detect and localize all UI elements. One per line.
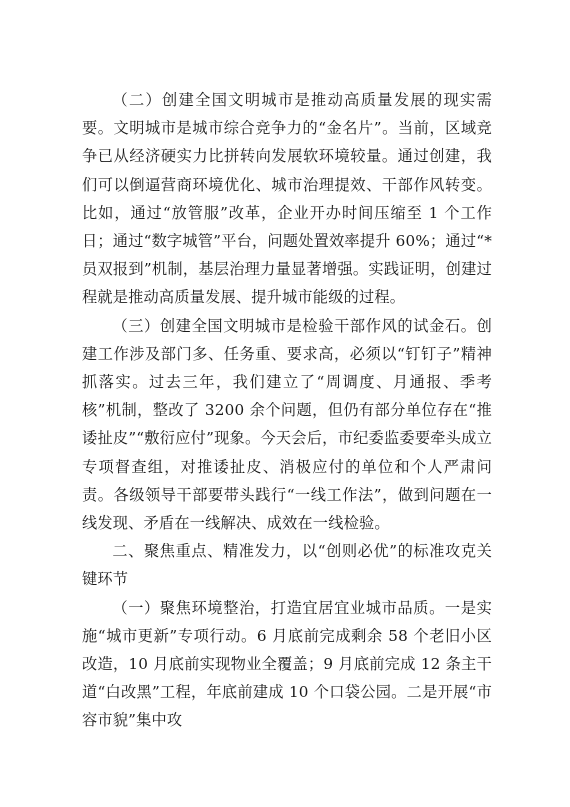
paragraph: （二）创建全国文明城市是推动高质量发展的现实需要。文明城市是城市综合竞争力的“金名片”。当前，区域竞争已从经济硬实力比拼转向发展软环境较量。通过创建，我们可以倒逼营商环境优化、城市治理提效、干部作风转变。比如，通过“放管服”改革，企业开办时间压缩至 1 个工作日；通过“数字城管”平台，问题处置效率提升 60%；通过“*员双报到”机制，基层治理力量显著增强。实践证明，创建过程就是推动高质量发展、提升城市能级的过程。	[82, 91, 492, 307]
section-heading: 二、聚焦重点、精准发力，以“创则必优”的标准攻克关键环节	[82, 542, 492, 589]
paragraph: （一）聚焦环境整治，打造宜居宜业城市品质。一是实施“城市更新”专项行动。6 月底前完成剩余 58 个老旧小区改造，10 月底前实现物业全覆盖；9 月底前完成 12 条主干道“白改黑”工程，年底前建成 10 个口袋公园。二是开展“市容市貌”集中攻	[82, 598, 492, 730]
paragraph: （三）创建全国文明城市是检验干部作风的试金石。创建工作涉及部门多、任务重、要求高，必须以“钉钉子”精神抓落实。过去三年，我们建立了“周调度、月通报、季考核”机制，整改了 3200 余个问题，但仍有部分单位存在“推诿扯皮”“敷衍应付”现象。今天会后，市纪委监委要牵头成立专项督查组，对推诿扯皮、消极应付的单位和个人严肃问责。各级领导干部要带头践行“一线工作法”，做到问题在一线发现、矛盾在一线解决、成效在一线检验。	[82, 316, 492, 533]
document-body	[82, 86, 492, 735]
